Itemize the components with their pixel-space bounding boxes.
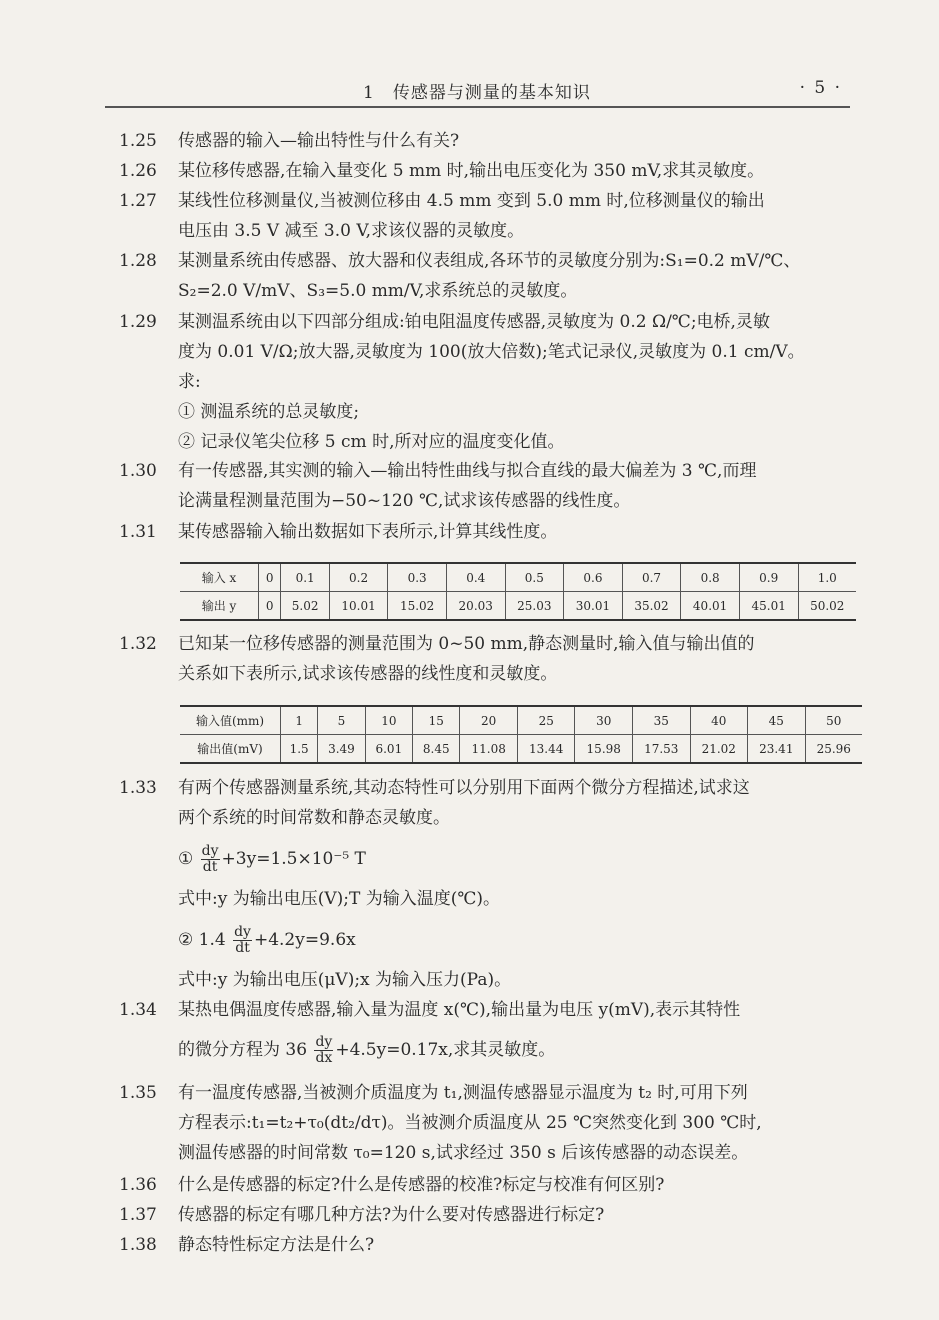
table-cell: 25.03 <box>505 592 564 621</box>
table-cell: 0.2 <box>329 563 388 592</box>
question-text-line: 有一传感器,其实测的输入—输出特性曲线与拟合直线的最大偏差为 3 ℃,而理 <box>178 461 757 481</box>
table-cell: 20 <box>460 706 518 735</box>
table-cell: 0 <box>259 563 281 592</box>
table-cell: 45 <box>748 706 806 735</box>
table-cell: 30.01 <box>564 592 623 621</box>
running-header <box>105 78 850 108</box>
equation-note: 式中:y 为输出电压(V);T 为输入温度(℃)。 <box>178 889 501 909</box>
table-cell: 15 <box>413 706 460 735</box>
equation-note: 式中:y 为输出电压(μV);x 为输入压力(Pa)。 <box>178 970 512 990</box>
question-text-line: 已知某一位移传感器的测量范围为 0~50 mm,静态测量时,输入值与输出值的 <box>178 634 755 654</box>
question-number: 1.38 <box>119 1235 157 1255</box>
question-text: 传感器的输入—输出特性与什么有关? <box>178 131 460 151</box>
question-number: 1.36 <box>119 1175 157 1195</box>
table-cell: 0.6 <box>564 563 623 592</box>
question-text-line: 两个系统的时间常数和静态灵敏度。 <box>178 808 450 828</box>
fraction-denominator: dt <box>202 859 218 875</box>
question-number: 1.26 <box>119 161 157 181</box>
table-cell: 11.08 <box>460 735 518 764</box>
question-text-line: S₂=2.0 V/mV、S₃=5.0 mm/V,求系统总的灵敏度。 <box>178 281 578 301</box>
table-cell: 23.41 <box>748 735 806 764</box>
question-number: 1.32 <box>119 634 157 654</box>
equation-rest: +4.2y=9.6x <box>253 930 356 950</box>
table-cell: 0.3 <box>388 563 447 592</box>
equation-prefix: 的微分方程为 36 <box>178 1040 308 1060</box>
question-text: 某位移传感器,在输入量变化 5 mm 时,输出电压变化为 350 mV,求其灵敏度。 <box>178 161 765 181</box>
fraction-denominator: dt <box>235 940 250 956</box>
table-cell: 0.4 <box>446 563 505 592</box>
table-cell: 35 <box>632 706 690 735</box>
question-text-line: 度为 0.01 V/Ω;放大器,灵敏度为 100(放大倍数);笔式记录仪,灵敏度为 0.1 cm/V。 <box>178 342 805 362</box>
question-text-line: 方程表示:t₁=t₂+τ₀(dt₂/dτ)。当被测介质温度从 25 ℃突然变化到 300 ℃时, <box>178 1113 762 1133</box>
table-cell: 25.96 <box>805 735 862 764</box>
page-number: · 5 · <box>799 78 842 98</box>
question-text-line: 某测温系统由以下四部分组成:铂电阻温度传感器,灵敏度为 0.2 Ω/℃;电桥,灵敏 <box>178 312 770 332</box>
question-text: 什么是传感器的标定?什么是传感器的校准?标定与校准有何区别? <box>178 1175 665 1195</box>
table-cell: 0.7 <box>622 563 681 592</box>
table-cell: 0.5 <box>505 563 564 592</box>
table-cell: 0 <box>259 592 281 621</box>
table-cell: 20.03 <box>446 592 505 621</box>
question-text-line <box>178 1032 555 1068</box>
question-text: 传感器的标定有哪几种方法?为什么要对传感器进行标定? <box>178 1205 605 1225</box>
table-cell: 1 <box>281 706 318 735</box>
table-cell: 17.53 <box>632 735 690 764</box>
question-number: 1.34 <box>119 1000 157 1020</box>
question-text-line: 某线性位移测量仪,当被测位移由 4.5 mm 变到 5.0 mm 时,位移测量仪的输出 <box>178 191 765 211</box>
table-cell: 输入值(mm) <box>180 706 281 735</box>
question-text-line: 求: <box>178 372 201 392</box>
table-cell: 5.02 <box>281 592 329 621</box>
question-number: 1.29 <box>119 312 157 332</box>
table-cell: 1.5 <box>281 735 318 764</box>
table-row <box>180 592 856 621</box>
table-cell: 0.8 <box>681 563 740 592</box>
equation-label: ① <box>178 849 194 869</box>
question-number: 1.31 <box>119 522 157 542</box>
question-text-line: 某热电偶温度传感器,输入量为温度 x(℃),输出量为电压 y(mV),表示其特性 <box>178 1000 741 1020</box>
fraction-numerator: dy <box>315 1034 333 1050</box>
table-row <box>180 706 862 735</box>
derivative-fraction <box>314 1035 333 1066</box>
table-cell: 45.01 <box>739 592 798 621</box>
table-cell: 13.44 <box>517 735 575 764</box>
table-cell: 10.01 <box>329 592 388 621</box>
table-cell: 0.1 <box>281 563 329 592</box>
chapter-title: 1 传感器与测量的基本知识 <box>363 83 591 103</box>
table-cell: 6.01 <box>365 735 412 764</box>
table-cell: 0.9 <box>739 563 798 592</box>
table-cell: 50 <box>805 706 862 735</box>
table-cell: 3.49 <box>318 735 365 764</box>
table-cell: 21.02 <box>690 735 748 764</box>
equation-rest: +4.5y=0.17x,求其灵敏度。 <box>335 1040 556 1060</box>
question-number: 1.30 <box>119 461 157 481</box>
equation-1 <box>178 841 366 877</box>
derivative-fraction <box>233 925 252 956</box>
question-text: 静态特性标定方法是什么? <box>178 1235 375 1255</box>
table-cell: 5 <box>318 706 365 735</box>
question-number: 1.28 <box>119 251 157 271</box>
question-text-line: 电压由 3.5 V 减至 3.0 V,求该仪器的灵敏度。 <box>178 221 525 241</box>
table-cell: 15.98 <box>575 735 633 764</box>
table-cell: 40 <box>690 706 748 735</box>
table-cell: 30 <box>575 706 633 735</box>
question-number: 1.25 <box>119 131 157 151</box>
question-number: 1.37 <box>119 1205 157 1225</box>
table-cell: 1.0 <box>798 563 856 592</box>
table-cell: 40.01 <box>681 592 740 621</box>
question-text-line: 论满量程测量范围为−50~120 ℃,试求该传感器的线性度。 <box>178 491 631 511</box>
table-cell: 输入 x <box>180 563 259 592</box>
fraction-denominator: dx <box>315 1050 333 1066</box>
equation-label: ② 1.4 <box>178 930 226 950</box>
table-cell: 输出值(mV) <box>180 735 281 764</box>
data-table-2 <box>180 705 862 764</box>
data-table-1 <box>180 562 856 621</box>
question-text-line: 测温传感器的时间常数 τ₀=120 s,试求经过 350 s 后该传感器的动态误差。 <box>178 1143 749 1163</box>
fraction-numerator: dy <box>234 924 251 940</box>
table-cell: 输出 y <box>180 592 259 621</box>
equation-rest: +3y=1.5×10⁻⁵ T <box>221 849 366 869</box>
question-number: 1.35 <box>119 1083 157 1103</box>
equation-2 <box>178 922 356 958</box>
table-cell: 15.02 <box>388 592 447 621</box>
table-row <box>180 735 862 764</box>
question-text-line: 有一温度传感器,当被测介质温度为 t₁,测温传感器显示温度为 t₂ 时,可用下列 <box>178 1083 748 1103</box>
derivative-fraction <box>201 844 220 875</box>
table-row <box>180 563 856 592</box>
question-text: 某传感器输入输出数据如下表所示,计算其线性度。 <box>178 522 558 542</box>
table-cell: 8.45 <box>413 735 460 764</box>
table-cell: 10 <box>365 706 412 735</box>
table-cell: 50.02 <box>798 592 856 621</box>
question-text-line: 有两个传感器测量系统,其动态特性可以分别用下面两个微分方程描述,试求这 <box>178 778 750 798</box>
question-number: 1.33 <box>119 778 157 798</box>
question-text-line: 关系如下表所示,试求该传感器的线性度和灵敏度。 <box>178 664 558 684</box>
sub-question: ① 测温系统的总灵敏度; <box>178 402 360 422</box>
fraction-numerator: dy <box>201 843 219 859</box>
question-text-line: 某测量系统由传感器、放大器和仪表组成,各环节的灵敏度分别为:S₁=0.2 mV/℃、 <box>178 251 801 271</box>
sub-question: ② 记录仪笔尖位移 5 cm 时,所对应的温度变化值。 <box>178 432 565 452</box>
table-cell: 35.02 <box>622 592 681 621</box>
table-cell: 25 <box>517 706 575 735</box>
question-number: 1.27 <box>119 191 157 211</box>
